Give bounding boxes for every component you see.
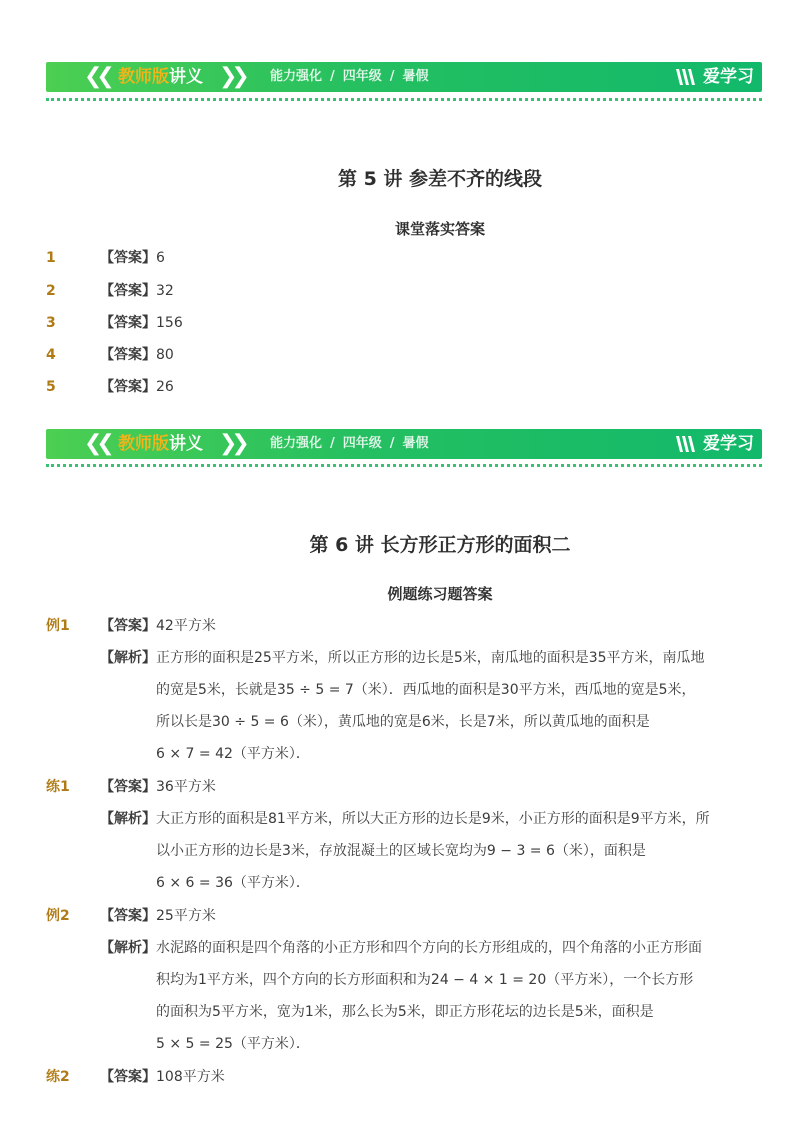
- crumb-term: 暑假: [402, 436, 429, 451]
- crumb-grade: 四年级: [342, 69, 382, 84]
- answer-row: 【答案】25平方米: [100, 908, 216, 924]
- answer-row: 【答案】26: [100, 379, 174, 395]
- explanation-line: 所以长是30 ÷ 5 = 6（米），黄瓜地的宽是6米，长是7米，所以黄瓜地的面积是: [156, 714, 650, 730]
- chevrons-left-icon: ❮❮: [84, 431, 109, 456]
- explanation-line: 大正方形的面积是81平方米，所以大正方形的边长是9米，小正方形的面积是9平方米，所: [156, 811, 710, 827]
- example-number: 例2: [46, 908, 70, 924]
- explanation: 【解析】 大正方形的面积是81平方米，所以大正方形的边长是9米，小正方形的面积是9平方米，所 以小正方形的边长是3米，存放混凝土的区域长宽均为9 − 3 = 6（米），面积是 6 × 6 = 36（平方米）．: [100, 803, 714, 899]
- question-number: 3: [46, 315, 56, 331]
- answer-row: 【答案】32: [100, 283, 174, 299]
- explanation-line: 正方形的面积是25平方米，所以正方形的边长是5米，南瓜地的面积是35平方米，南瓜地: [156, 650, 705, 666]
- answer-row: 【答案】36平方米: [100, 779, 216, 795]
- explanation-line: 以小正方形的边长是3米，存放混凝土的区域长宽均为9 − 3 = 6（米），面积是: [156, 843, 646, 859]
- lesson6-subtitle: 例题练习题答案: [387, 585, 493, 603]
- chevrons-right-icon: ❯❯: [219, 64, 244, 89]
- brand-logo: 爱学习: [675, 65, 754, 89]
- explanation-line: 的宽是5米，长就是35 ÷ 5 = 7（米）．西瓜地的面积是30平方米，西瓜地的宽是5米，: [156, 682, 696, 698]
- explanation-line: 的面积为5平方米，宽为1米，那么长为5米，即正方形花坛的边长是5米，面积是: [156, 1004, 654, 1020]
- explanation: 【解析】 正方形的面积是25平方米，所以正方形的边长是5米，南瓜地的面积是35平方米，南瓜地 的宽是5米，长就是35 ÷ 5 = 7（米）．西瓜地的面积是30平方米，西瓜地的宽是5米， 所以长是30 ÷ 5 = 6（米），黄瓜地的宽是6米，长是7米，所以黄瓜地的面积是 6 × 7 = 42（平方米）．: [100, 642, 714, 770]
- question-number: 2: [46, 283, 56, 299]
- explanation-line: 6 × 7 = 42（平方米）．: [156, 746, 310, 762]
- crumb-level: 能力强化: [270, 69, 323, 84]
- answer-row: 【答案】42平方米: [100, 618, 216, 634]
- logo-mark-icon: [675, 434, 699, 454]
- answer-row: 【答案】6: [100, 250, 165, 266]
- exercise-number: 练2: [46, 1069, 70, 1085]
- answer-row: 【答案】108平方米: [100, 1069, 225, 1085]
- crumb-grade: 四年级: [342, 436, 382, 451]
- question-number: 1: [46, 250, 56, 266]
- answer-row: 【答案】156: [100, 315, 183, 331]
- crumb-level: 能力强化: [270, 436, 323, 451]
- breadcrumb: 能力强化 / 四年级 / 暑假: [270, 69, 429, 84]
- header-divider: [46, 98, 762, 101]
- lesson5-subtitle: 课堂落实答案: [394, 220, 485, 238]
- example-number: 例1: [46, 618, 70, 634]
- explanation: 【解析】 水泥路的面积是四个角落的小正方形和四个方向的长方形组成的，四个角落的小正方形面 积均为1平方米，四个方向的长方形面积和为24 − 4 × 1 = 20（平方米），一个长方形 的面积为5平方米，宽为1米，那么长为5米，即正方形花坛的边长是5米，面积是 5 × 5 = 25（平方米）．: [100, 932, 714, 1060]
- brand-logo: 爱学习: [675, 432, 754, 456]
- explanation-line: 水泥路的面积是四个角落的小正方形和四个方向的长方形组成的，四个角落的小正方形面: [156, 940, 702, 956]
- lesson5-title: 第 5 讲 参差不齐的线段: [337, 168, 543, 190]
- lesson6-title: 第 6 讲 长方形正方形的面积二: [309, 534, 571, 556]
- question-number: 4: [46, 347, 56, 363]
- exercise-number: 练1: [46, 779, 70, 795]
- header-banner: [46, 62, 762, 92]
- chevrons-right-icon: ❯❯: [219, 431, 244, 456]
- header-divider: [46, 464, 762, 467]
- answer-row: 【答案】80: [100, 347, 174, 363]
- question-number: 5: [46, 379, 56, 395]
- header-banner: [46, 429, 762, 459]
- crumb-term: 暑假: [402, 69, 429, 84]
- explanation-line: 积均为1平方米，四个方向的长方形面积和为24 − 4 × 1 = 20（平方米），一个长方形: [156, 972, 694, 988]
- logo-mark-icon: [675, 67, 699, 87]
- breadcrumb: 能力强化 / 四年级 / 暑假: [270, 436, 429, 451]
- teacher-edition-label: 教师版讲义: [118, 67, 203, 87]
- teacher-edition-label: 教师版讲义: [118, 434, 203, 454]
- chevrons-left-icon: ❮❮: [84, 64, 109, 89]
- explanation-line: 6 × 6 = 36（平方米）．: [156, 875, 310, 891]
- explanation-line: 5 × 5 = 25（平方米）．: [156, 1036, 310, 1052]
